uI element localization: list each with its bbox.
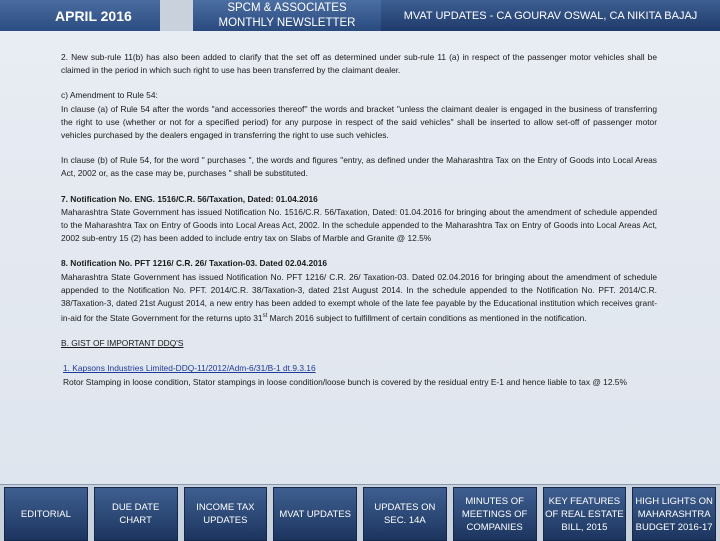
rule-54-heading: c) Amendment to Rule 54: — [61, 90, 158, 101]
paragraph-notification-7 — [61, 193, 657, 246]
nav-updates-sec-14a[interactable]: UPDATES ON SEC. 14A — [363, 487, 447, 541]
paragraph-rule-54-amendment — [61, 89, 657, 142]
section-title-text: MVAT UPDATES - CA GOURAV OSWAL, CA NIKITA BAJAJ — [403, 9, 698, 22]
notification-7-body: Maharashtra State Government has issued Notification No. 1516/C.R. 56/Taxation, Dated: 01.04.2016 for bringing about the amendment of schedule appended to the Maharashtra Tax on Entry of Goods into Local Areas Act, 2002. In the schedule appended to the Maharashtra Tax on Entry of Goods into Local Areas Act, 2002 sub-entry 15 (2) has been added to include entry tax on Slabs of Marble and Granite @ 12.5% — [61, 206, 657, 244]
section-title — [381, 0, 720, 31]
paragraph-notification-8 — [61, 257, 657, 325]
nav-income-tax-updates[interactable]: INCOME TAX UPDATES — [184, 487, 268, 541]
notification-8-heading: 8. Notification No. PFT 1216/ C.R. 26/ Taxation-03. Dated 02.04.2016 — [61, 258, 328, 269]
rule-54-body: In clause (a) of Rule 54 after the words "and accessories thereof'' the words and bracket "unless the claimant dealer is engaged in the business of transferring the right to use (whether or not for a specified period) for any purpose in respect of the said vehicles" shall be inserted to allow set-off of passenger motor vehicles purchased by the dealers engaged in transferring the right to use such vehicles. — [61, 103, 657, 141]
paragraph-ddq-1 — [61, 362, 657, 388]
nav-real-estate-bill[interactable]: KEY FEATURES OF REAL ESTATE BILL, 2015 — [543, 487, 627, 541]
newsletter-title — [193, 0, 381, 31]
notification-8-body-b: March 2016 subject to fulfillment of certain conditions as mentioned in the notification. — [267, 313, 587, 324]
notification-8-body-a: Maharashtra State Government has issued Notification No. PFT 1216/ C.R. 26/ Taxation-03. Dated 02.04.2016 for bringing about the amendment of schedule appended to the Notification No. PFT. 2014/C.R. 38/Taxation-3, dated 21st August 2014. In the schedule appended to the Notification No. PFT. 2014/C.R. 38/Taxation-3, dated 21st August 2014, a new entry has been added to exempt whole of the late fee payable by the Educational institution which receives grant-in-aid for the State Government for the returns upto 31 — [61, 271, 657, 324]
nav-maharashtra-budget[interactable]: HIGH LIGHTS ON MAHARASHTRA BUDGET 2016-17 — [632, 487, 716, 541]
section-b-heading — [61, 337, 657, 350]
paragraph-rule-54-clause-b: In clause (b) of Rule 54, for the word " purchases ", the words and figures "entry, as defined under the Maharashtra Tax on the Entry of Goods into Local Areas Act, 2002 or, as the case may be, purchases " shall be substituted. — [61, 155, 657, 179]
header-gap — [160, 0, 193, 31]
month-label: APRIL 2016 — [55, 7, 132, 24]
paragraph-sub-rule: 2. New sub-rule 11(b) has also been added to clarify that the set off as determined under sub-rule 11 (a) in respect of the passenger motor vehicles shall be claimed in the period in which such right to use has been transferred by the claimant dealer. — [61, 52, 657, 76]
nav-due-date-chart[interactable]: DUE DATE CHART — [94, 487, 178, 541]
title-line-2: MONTHLY NEWSLETTER — [218, 16, 356, 29]
notification-7-heading: 7. Notification No. ENG. 1516/C.R. 56/Taxation, Dated: 01.04.2016 — [61, 193, 318, 204]
newsletter-month — [0, 0, 160, 31]
ddq-kapsons-link[interactable]: 1. Kapsons Industries Limited-DDQ-11/2012/Adm-6/31/B-1 dt.9.3.16 — [63, 363, 316, 374]
ddq-kapsons-body: Rotor Stamping in loose condition, Stator stampings in loose condition/loose bunch is covered by the residual entry E-1 and hence liable to tax @ 12.5% — [63, 376, 627, 387]
nav-mvat-updates[interactable]: MVAT UPDATES — [273, 487, 357, 541]
section-b-heading-text: B. GIST OF IMPORTANT DDQ'S — [61, 338, 184, 349]
nav-minutes-of-meetings[interactable]: MINUTES OF MEETINGS OF COMPANIES — [453, 487, 537, 541]
title-line-1: SPCM & ASSOCIATES — [227, 1, 347, 14]
nav-editorial[interactable]: EDITORIAL — [4, 487, 88, 541]
newsletter-content — [0, 31, 720, 485]
bottom-navigation — [0, 486, 720, 540]
notification-8-sup: st — [262, 313, 268, 320]
